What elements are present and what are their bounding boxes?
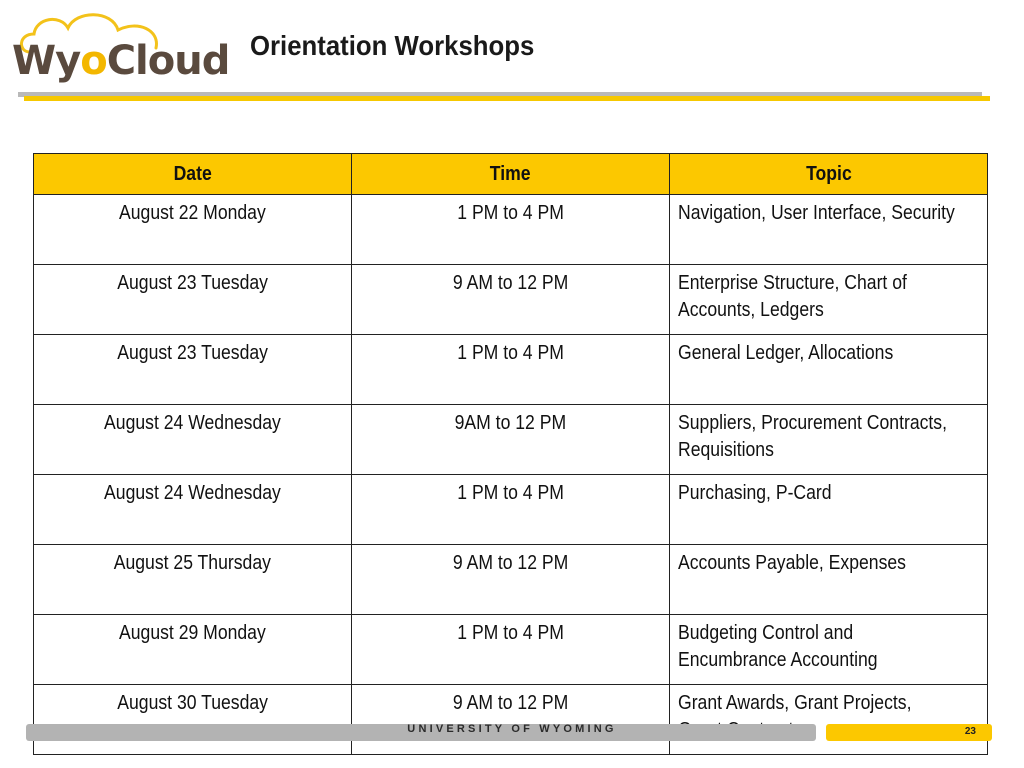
table-row bbox=[34, 195, 988, 265]
date-cell: August 29 Monday bbox=[34, 615, 352, 685]
time-cell: 9 AM to 12 PM bbox=[352, 685, 670, 755]
date-cell: August 23 Tuesday bbox=[34, 335, 352, 405]
table-row bbox=[34, 545, 988, 615]
column-header-date: Date bbox=[34, 154, 352, 195]
page-title: Orientation Workshops bbox=[250, 30, 535, 61]
time-cell: 1 PM to 4 PM bbox=[352, 335, 670, 405]
topic-cell: Purchasing, P-Card bbox=[670, 475, 988, 545]
footer-page-box bbox=[826, 724, 992, 741]
time-cell: 9AM to 12 PM bbox=[352, 405, 670, 475]
date-cell: August 22 Monday bbox=[34, 195, 352, 265]
topic-cell: Accounts Payable, Expenses bbox=[670, 545, 988, 615]
table-row bbox=[34, 335, 988, 405]
logo-text: WyoCloud bbox=[12, 38, 230, 84]
table-row bbox=[34, 475, 988, 545]
table-header-row bbox=[34, 154, 988, 195]
table-row bbox=[34, 405, 988, 475]
date-cell: August 30 Tuesday bbox=[34, 685, 352, 755]
workshop-schedule-table bbox=[33, 153, 988, 755]
time-cell: 9 AM to 12 PM bbox=[352, 545, 670, 615]
header-rule-gold bbox=[24, 96, 990, 101]
column-header-topic: Topic bbox=[670, 154, 988, 195]
wyocloud-logo bbox=[10, 8, 230, 90]
footer-university-name: UNIVERSITY OF WYOMING bbox=[407, 723, 617, 735]
topic-cell: Grant Awards, Grant Projects, bbox=[670, 685, 988, 755]
topic-cell: Enterprise Structure, Chart of Accounts, Ledgers bbox=[670, 265, 988, 335]
date-cell: August 25 Thursday bbox=[34, 545, 352, 615]
table-row bbox=[34, 615, 988, 685]
table-row bbox=[34, 685, 988, 755]
time-cell: 1 PM to 4 PM bbox=[352, 475, 670, 545]
topic-cell: Budgeting Control and Encumbrance Accounting bbox=[670, 615, 988, 685]
column-header-time: Time bbox=[352, 154, 670, 195]
date-cell: August 23 Tuesday bbox=[34, 265, 352, 335]
time-cell: 1 PM to 4 PM bbox=[352, 615, 670, 685]
date-cell: August 24 Wednesday bbox=[34, 405, 352, 475]
date-cell: August 24 Wednesday bbox=[34, 475, 352, 545]
topic-cell: General Ledger, Allocations bbox=[670, 335, 988, 405]
table-row bbox=[34, 265, 988, 335]
topic-cell: Suppliers, Procurement Contracts, Requisitions bbox=[670, 405, 988, 475]
page-number: 23 bbox=[964, 726, 976, 737]
topic-cell: Navigation, User Interface, Security bbox=[670, 195, 988, 265]
time-cell: 9 AM to 12 PM bbox=[352, 265, 670, 335]
time-cell: 1 PM to 4 PM bbox=[352, 195, 670, 265]
